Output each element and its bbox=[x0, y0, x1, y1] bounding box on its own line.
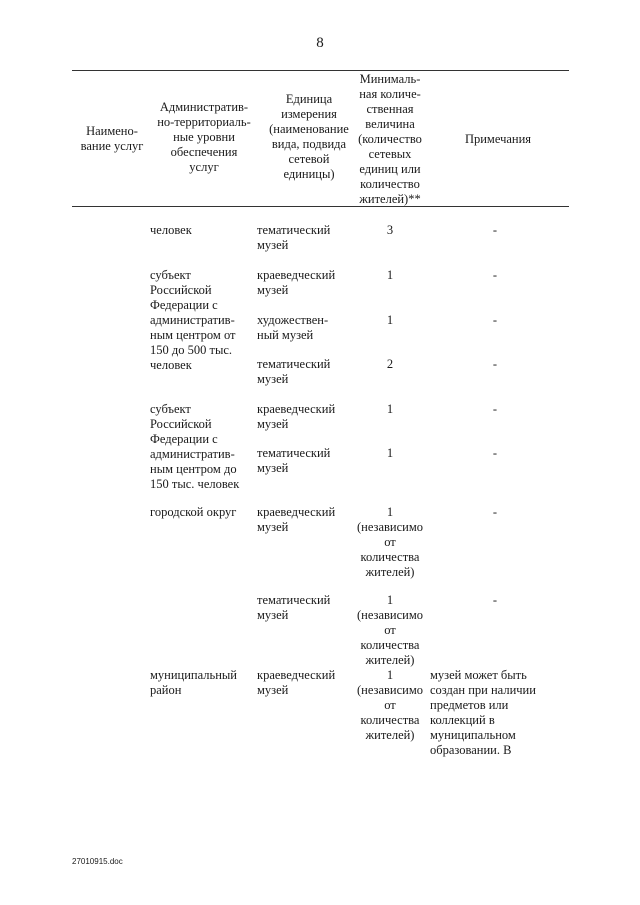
header-top-rule bbox=[72, 70, 569, 71]
cell-value: 2 bbox=[386, 357, 394, 371]
header-bottom-rule bbox=[72, 206, 569, 207]
cell-level: субъект Российской Федерации с административ- ным центром до 150 тыс. человек bbox=[150, 402, 240, 491]
header-admin-level: Административ- но-территориаль- ные уровни обеспечения услуг bbox=[157, 100, 251, 174]
cell-unit: краеведческий музей bbox=[257, 668, 336, 697]
header-min-value: Минималь- ная количе- ственная величина (количество сетевых единиц или количество жителей)** bbox=[358, 72, 422, 206]
cell-unit: тематический музей bbox=[257, 223, 331, 252]
cell-note: - bbox=[492, 223, 498, 237]
header-notes: Примечания bbox=[464, 132, 532, 146]
cell-unit: тематический музей bbox=[257, 446, 331, 475]
cell-value: 1 bbox=[386, 402, 394, 416]
cell-value: 1 bbox=[386, 268, 394, 282]
cell-note: - bbox=[492, 593, 498, 607]
page-number: 8 bbox=[316, 35, 324, 51]
cell-note: - bbox=[492, 357, 498, 371]
cell-level: человек bbox=[150, 223, 192, 237]
cell-unit: краеведческий музей bbox=[257, 268, 336, 297]
cell-value: 1 bbox=[386, 446, 394, 460]
cell-note: - bbox=[492, 446, 498, 460]
cell-unit: краеведческий музей bbox=[257, 505, 336, 534]
cell-unit: тематический музей bbox=[257, 357, 331, 386]
cell-note: - bbox=[492, 505, 498, 519]
header-unit: Единица измерения (наименование вида, подвида сетевой единицы) bbox=[269, 92, 349, 181]
cell-note: - bbox=[492, 268, 498, 282]
cell-unit: краеведческий музей bbox=[257, 402, 336, 431]
cell-note: - bbox=[492, 313, 498, 327]
cell-unit: художествен- ный музей bbox=[257, 313, 329, 342]
cell-value: 1 (независимо от количества жителей) bbox=[356, 505, 424, 579]
cell-value: 3 bbox=[386, 223, 394, 237]
cell-value: 1 (независимо от количества жителей) bbox=[356, 668, 424, 742]
cell-level: муниципальный район bbox=[150, 668, 237, 697]
cell-note: - bbox=[492, 402, 498, 416]
cell-note: музей может быть создан при наличии предметов или коллекций в муниципальном образовании. В bbox=[430, 668, 536, 757]
cell-level: городской округ bbox=[150, 505, 237, 519]
cell-level: субъект Российской Федерации с административ- ным центром от 150 до 500 тыс. человек bbox=[150, 268, 236, 372]
cell-unit: тематический музей bbox=[257, 593, 331, 622]
document-filename: 27010915.doc bbox=[72, 857, 123, 866]
header-service-name: Наимено- вание услуг bbox=[80, 124, 144, 153]
cell-value: 1 (независимо от количества жителей) bbox=[356, 593, 424, 667]
cell-value: 1 bbox=[386, 313, 394, 327]
